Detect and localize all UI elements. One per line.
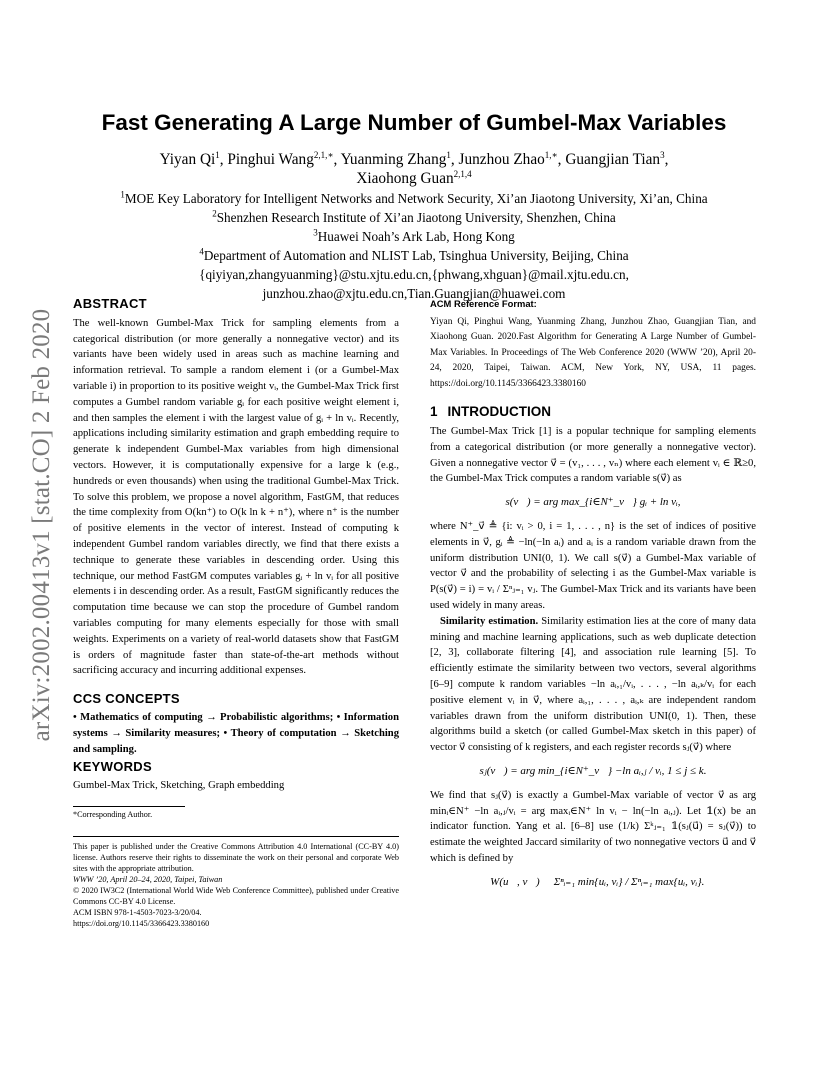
- paper-title: Fast Generating A Large Number of Gumbel-Max Variables: [101, 110, 727, 135]
- email-line: {qiyiyan,zhangyuanming}@stu.xjtu.edu.cn,{phwang,xhguan}@mail.xjtu.edu.cn,: [199, 267, 629, 282]
- license-block: [73, 836, 399, 929]
- intro-paragraph: We find that sⱼ(v⃗) is exactly a Gumbel-Max variable of vector v⃗ as arg minᵢ∈N⁺ −ln aᵢ,ⱼ/vᵢ = arg maxᵢ∈N⁺ ln vᵢ − ln(−ln aᵢ,ⱼ). Let 𝟙(x) be an indicator function. Yang et al. [6–8] use (1/k) Σᵏⱼ₌₁ 𝟙(sⱼ(u⃗) = sⱼ(v⃗)) to estimate the weighted Jaccard similarity of two nonnegative vectors u⃗ and v⃗ which is defined by: [430, 789, 756, 865]
- intro-paragraph: The Gumbel-Max Trick [1] is a popular technique for sampling elements from a categorical distribution (or more generally a nonnegative vector). Given a nonnegative vector v⃗ = (v₁, . . . , vₙ) where each element vᵢ ∈ ℝ≥0, the Gumbel-Max Trick computes a random variable s(v⃗) as: [430, 426, 756, 485]
- author: Guangjian Tian$^3$: [565, 149, 665, 168]
- author: Pinghui Wang$^{2,1,∗}$: [227, 149, 334, 168]
- acm-reference-text: Yiyan Qi, Pinghui Wang, Yuanming Zhang, Junzhou Zhao, Guangjian Tian, and Xiaohong Guan. 2020.Fast Algorithm for Generating A Large Number of Gumbel-Max Variables. In Proceedings of The Web Conference 2020 (WWW ’20), April 20-24, 2020, Taipei, Taiwan. ACM, New York, NY, USA, 11 pages. https://doi.org/10.1145/3366423.3380160: [430, 316, 756, 389]
- conference-line: WWW ’20, April 20–24, 2020, Taipei, Taiwan: [73, 874, 223, 884]
- affiliation: $^2$Shenzhen Research Institute of Xi’an Jiaotong University, Shenzhen, China: [212, 208, 616, 225]
- similarity-heading: Similarity estimation.: [440, 615, 539, 627]
- keywords-text: Gumbel-Max Trick, Sketching, Graph embedding: [73, 780, 285, 792]
- intro-paragraph: where N⁺_v⃗ ≜ {i: vᵢ > 0, i = 1, . . . , n} is the set of indices of positive elements in v⃗, gᵢ ≜ −ln(−ln aᵢ) and aᵢ is a random variable drawn from the uniform distribution UNI(0, 1). We call s(v⃗) a Gumbel-Max variable of vector v⃗ and the probability of selecting i as the Gumbel-Max variable is P(s(v⃗) = i) = vᵢ / Σⁿⱼ₌₁ vⱼ. The Gumbel-Max Trick and its variants have been used widely in many areas.: [430, 521, 756, 612]
- arxiv-identifier: [22, 290, 62, 760]
- equation-gumbel-max: s(v⃗) = arg max_{i∈N⁺_v⃗} gᵢ + ln vᵢ,: [505, 496, 681, 509]
- ccs-heading: CCS CONCEPTS: [73, 691, 180, 707]
- intro-paragraph-similarity: [430, 614, 756, 756]
- similarity-text: Similarity estimation lies at the core of many data mining and machine learning applications, such as web duplicate detection [2, 3], collaborate filtering [4], and association rule learning [5]. To efficiently estimate the similarity between two vectors, several algorithms [6–9] compute k random variables −ln aᵢ,₁/vᵢ, . . . , −ln aᵢ,ₖ/vᵢ for each positive element vᵢ in v⃗, where aᵢ,₁, . . . , aᵢ,ₖ are independent random variables drawn from the uniform distribution UNI(0, 1). Then, these algorithms build a sketch (or called Gumbel-Max sketch in this paper) of vector v⃗ consisting of k registers, and each register records sⱼ(v⃗) where: [430, 615, 757, 754]
- author: Yuanming Zhang$^1$: [340, 149, 451, 168]
- acm-reference-heading: ACM Reference Format:: [430, 298, 537, 309]
- footnote-rule: [73, 806, 185, 807]
- author: Yiyan Qi$^1$: [159, 149, 220, 168]
- author-list: Yiyan Qi$^1$, Pinghui Wang$^{2,1,∗}$, Yuanming Zhang$^1$, Junzhou Zhao$^{1,∗}$, Guangjian Tian$^3$, Xiaohong Guan$^{2,1,4}$: [159, 149, 669, 187]
- left-column: [73, 296, 399, 929]
- arxiv-id-text: arXiv:2002.00413v1 [stat.CO] 2 Feb 2020: [28, 308, 55, 742]
- copyright-line: © 2020 IW3C2 (International World Wide Web Conference Committee), published under Creative Commons CC-BY 4.0 License.: [73, 885, 399, 906]
- right-column: [430, 296, 756, 899]
- affiliation: $^1$MOE Key Laboratory for Intelligent Networks and Network Security, Xi’an Jiaotong University, Xi’an, China: [120, 189, 708, 206]
- footnote: *Corresponding Author.: [73, 809, 153, 819]
- author: Junzhou Zhao$^{1,∗}$: [458, 149, 558, 168]
- abstract-text: The well-known Gumbel-Max Trick for sampling elements from a categorical distribution (or more generally a nonnegative vector) and its variants have been widely used in areas such as machine learning and information retrieval. To sample a random element i (or a Gumbel-Max variable i) in proportion to its positive weight vᵢ, the Gumbel-Max Trick first computes a Gumbel random variable gᵢ for each positive weight element i, and then samples the element i with the largest value of gᵢ + ln vᵢ. Recently, applications including similarity estimation and graph embedding require to generate k independent Gumbel-Max variables from high dimensional vectors. However, it is computationally expensive for a large k (e.g., hundreds or even thousands) when using the traditional Gumbel-Max Trick. To solve this problem, we propose a novel algorithm, FastGM, that reduces the time complexity from O(kn⁺) to O(k ln k + n⁺), where n⁺ is the number of positive elements in the vector of interest. Instead of computing k independent Gumbel random variables directly, we find that there exists a technique to generate these variables in descending order. Using this technique, our method FastGM computes variables gᵢ + ln vᵢ for all positive elements i in descending order. As a result, FastGM significantly reduces the computation time because we can stop the procedure of Gumbel random variables computing for many elements especially for those with small weights. Experiments on a variety of real-world datasets show that FastGM is orders of magnitude faster than state-of-the-art methods without sacrificing accuracy and incurring additional expenses.: [73, 317, 399, 677]
- doi-link[interactable]: https://doi.org/10.1145/3366423.3380160: [73, 918, 210, 928]
- license-text: This paper is published under the Creative Commons Attribution 4.0 International (CC-BY 4.0) license. Authors reserve their rights to disseminate the work on their personal and corporate Web sites with the appropriate attribution.: [73, 841, 399, 873]
- keywords-heading: KEYWORDS: [73, 759, 152, 775]
- isbn-line: ACM ISBN 978-1-4503-7023-3/20/04.: [73, 907, 202, 917]
- equation-jaccard: 𝒥W(u⃗, v⃗) ≜ Σⁿᵢ₌₁ min{uᵢ, vᵢ} / Σⁿᵢ₌₁ max{uᵢ, vᵢ}.: [481, 875, 705, 888]
- abstract-heading: ABSTRACT: [73, 296, 147, 311]
- affiliation: $^4$Department of Automation and NLIST Lab, Tsinghua University, Beijing, China: [199, 246, 629, 263]
- affiliation-list: [70, 189, 758, 303]
- email-line: junzhou.zhao@xjtu.edu.cn,Tian.Guangjian@huawei.com: [262, 286, 566, 301]
- ccs-text: • Mathematics of computing → Probabilistic algorithms; • Information systems → Similarity measures; • Theory of computation → Sketching and sampling.: [73, 711, 399, 755]
- affiliation: $^3$Huawei Noah’s Ark Lab, Hong Kong: [313, 227, 515, 244]
- equation-register: sⱼ(v⃗) = arg min_{i∈N⁺_v⃗} −ln aᵢ,ⱼ / vᵢ, 1 ≤ j ≤ k.: [479, 765, 707, 778]
- author: Xiaohong Guan$^{2,1,4}$: [356, 168, 472, 187]
- section-heading-introduction: [430, 404, 756, 420]
- section-title: INTRODUCTION: [447, 404, 552, 420]
- section-number: 1: [430, 404, 438, 420]
